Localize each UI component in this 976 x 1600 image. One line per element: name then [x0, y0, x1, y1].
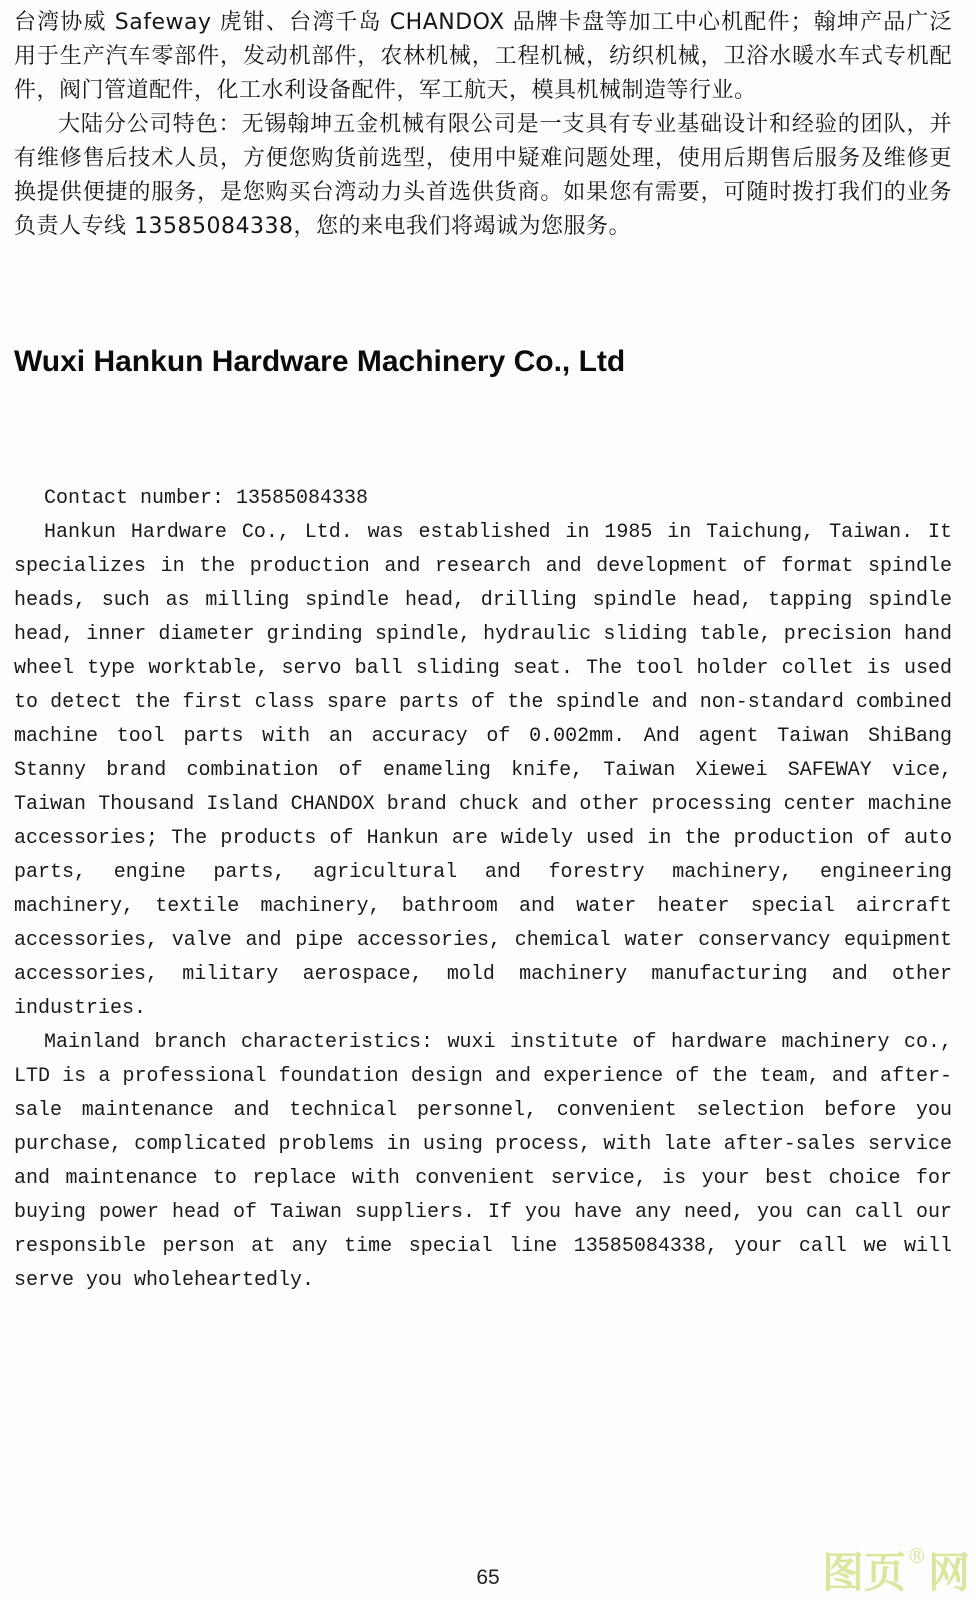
watermark-logo	[821, 1544, 970, 1597]
page-number: 65	[476, 1566, 500, 1589]
en-paragraph-mainland-branch: Mainland branch characteristics: wuxi institute of hardware machinery co., LTD is a professional foundation design and experience of the team, and after-sale maintenance and technical personnel, convenient selection before you purchase, complicated problems in using process, with late after-sales service and maintenance to replace with convenient service, is your best choice for buying power head of Taiwan suppliers. If you have any need, you can call our responsible person at any time special line 13585084338, your call we will serve you wholeheartedly.	[14, 1031, 952, 1292]
watermark-text-main: 图页	[821, 1548, 906, 1597]
cn-paragraph-2: 大陆分公司特色：无锡翰坤五金机械有限公司是一支具有专业基础设计和经验的团队，并有维修售后技术人员，方便您购货前选型，使用中疑难问题处理，使用后期售后服务及维修更换提供便捷的服务，是您购买台湾动力头首选供货商。如果您有需要，可随时拨打我们的业务负责人专线 13585084338，您的来电我们将竭诚为您服务。	[14, 112, 952, 239]
watermark-text-tail: 网	[927, 1548, 970, 1597]
registered-trademark-icon: ®	[906, 1544, 927, 1568]
cn-paragraph-1: 台湾协威 Safeway 虎钳、台湾千岛 CHANDOX 品牌卡盘等加工中心机配件；翰坤产品广泛用于生产汽车零部件，发动机部件，农林机械，工程机械，纺织机械，卫浴水暖水车式专机配件，阀门管道配件，化工水利设备配件，军工航天，模具机械制造等行业。	[14, 10, 952, 103]
contact-number-line: Contact number: 13585084338	[44, 487, 369, 510]
en-paragraph-company-profile: Hankun Hardware Co., Ltd. was established in 1985 in Taichung, Taiwan. It specializes in the production and research and development of format spindle heads, such as milling spindle head, drilling spindle head, tapping spindle head, inner diameter grinding spindle, hydraulic sliding table, precision hand wheel type worktable, servo ball sliding seat. The tool holder collet is used to detect the first class spare parts of the spindle and non-standard combined machine tool parts with an accuracy of 0.002mm. And agent Taiwan ShiBang Stanny brand combination of enameling knife, Taiwan Xiewei SAFEWAY vice, Taiwan Thousand Island CHANDOX brand chuck and other processing center machine accessories; The products of Hankun are widely used in the production of auto parts, engine parts, agricultural and forestry machinery, engineering machinery, textile machinery, bathroom and water heater special aircraft accessories, valve and pipe accessories, chemical water conservancy equipment accessories, military aerospace, mold machinery manufacturing and other industries.	[14, 521, 952, 1020]
company-heading: Wuxi Hankun Hardware Machinery Co., Ltd	[14, 345, 626, 378]
